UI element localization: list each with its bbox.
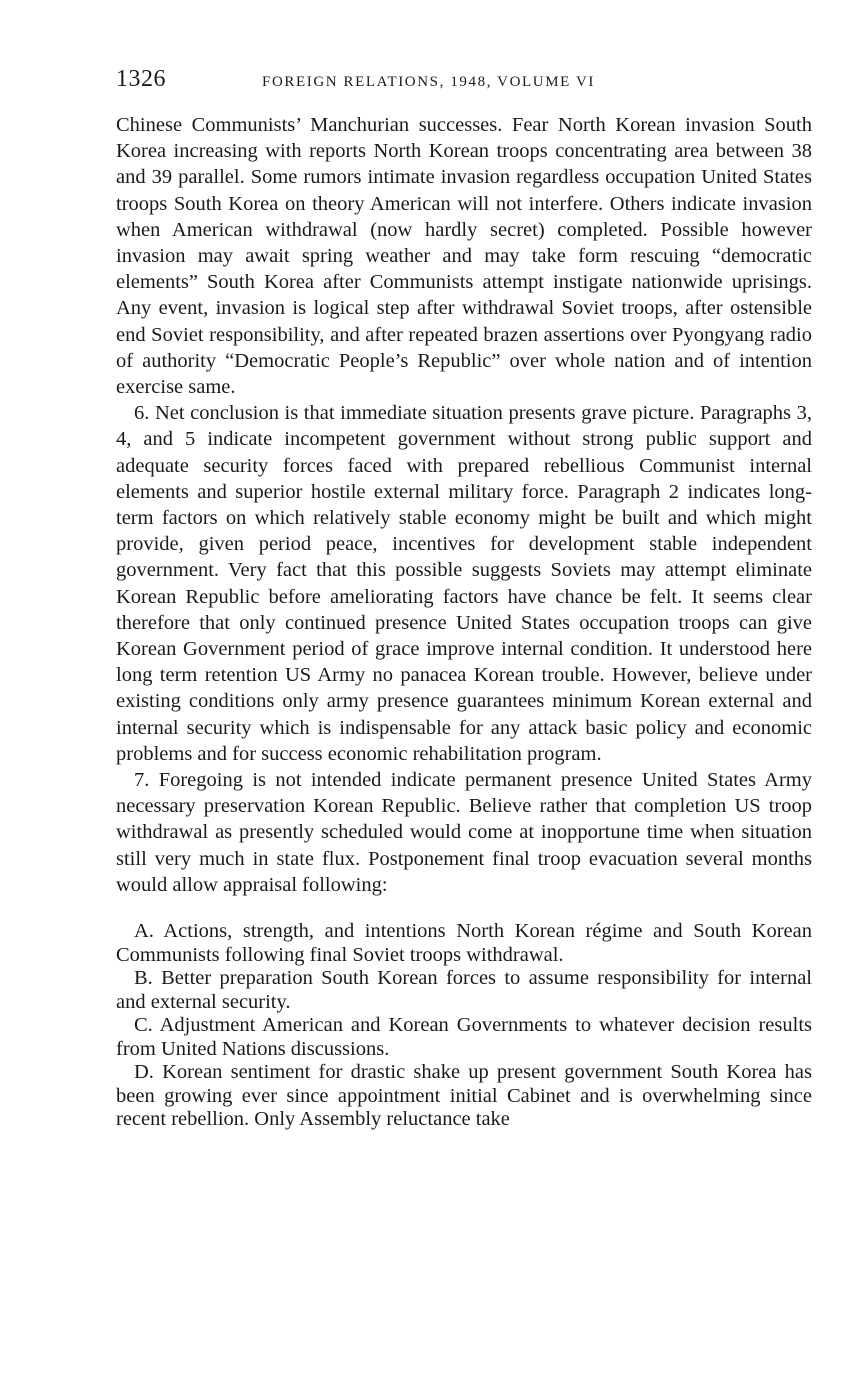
- list-item-c: C. Adjustment American and Korean Governments to whatever decision results from United Nations discussions.: [116, 1014, 812, 1060]
- running-title: FOREIGN RELATIONS, 1948, VOLUME VI: [262, 74, 596, 90]
- paragraph-7: 7. Foregoing is not intended indicate permanent presence United States Army necessary preservation Korean Republic. Believe rather that completion US troop withdrawal as presently scheduled would come at inopportune time when situation still very much in state flux. Postponement final troop evacuation several months would allow appraisal following:: [116, 769, 812, 896]
- list-item-d: D. Korean sentiment for drastic shake up present government South Korea has been growing ever since appointment initial Cabinet and is overwhelming since recent rebellion. Only Assembly reluctance take: [116, 1061, 812, 1131]
- continuation-paragraph: Chinese Communists’ Manchurian successes. Fear North Korean invasion South Korea increasing with reports North Korean troops concentrating area between 38 and 39 parallel. Some rumors intimate invasion regardless occupation United States troops South Korea on theory American will not interfere. Others indicate invasion when American withdrawal (now hardly secret) completed. Possible however invasion may await spring weather and may take form rescuing “democratic elements” South Korea after Communists attempt instigate nationwide uprisings. Any event, invasion is logical step after withdrawal Soviet troops, after ostensible end Soviet responsibility, and after repeated brazen assertions over Pyongyang radio of authority “Democratic People’s Republic” over whole nation and of intention exercise same.: [116, 114, 812, 399]
- paragraph-6: 6. Net conclusion is that immediate situation presents grave picture. Paragraphs 3, 4, and 5 indicate incompetent government without strong public support and adequate security forces faced with prepared rebellious Communist internal elements and superior hostile external military force. Paragraph 2 indicates long-term factors on which relatively stable economy might be built and which might provide, given period peace, incentives for development stable independent government. Very fact that this possible suggests Soviets may attempt eliminate Korean Republic before ameliorating factors have chance be felt. It seems clear therefore that only continued presence United States occupation troops can give Korean Government period of grace improve internal condition. It understood here long term retention US Army no panacea Korean trouble. However, believe under existing conditions only army presence guarantees minimum Korean external and internal security which is indispensable for any attack basic policy and economic problems and for success economic rehabilitation program.: [116, 402, 812, 765]
- list-spacer: [116, 898, 812, 920]
- page-number: 1326: [116, 66, 166, 92]
- running-head: [116, 64, 696, 96]
- body-text: [116, 112, 812, 1132]
- list-item-b: B. Better preparation South Korean forces to assume responsibility for internal and external security.: [116, 967, 812, 1013]
- list-item-a: A. Actions, strength, and intentions North Korean régime and South Korean Communists following final Soviet troops withdrawal.: [116, 920, 812, 966]
